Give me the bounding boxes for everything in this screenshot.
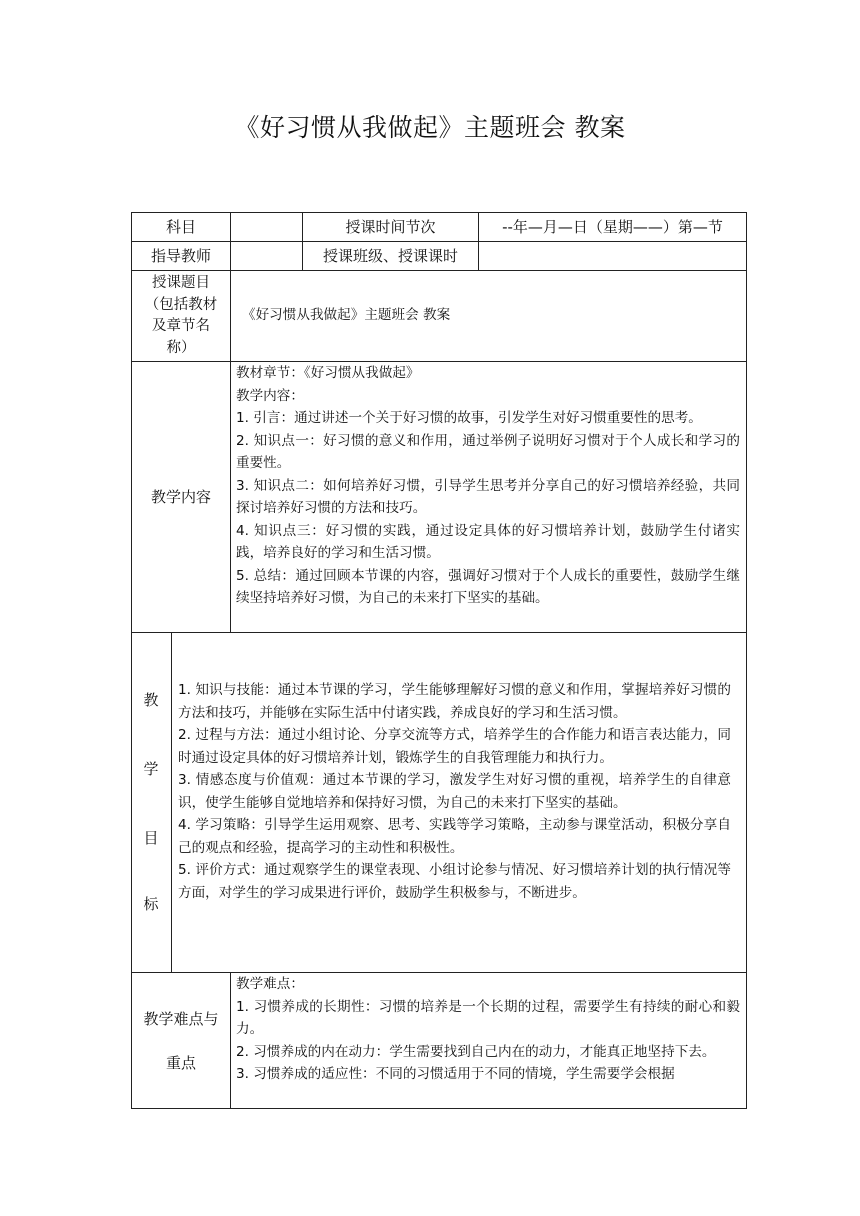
goal-line: 5. 评价方式：通过观察学生的课堂表现、小组讨论参与情况、好习惯培养计划的执行情况等方面，对学生的学习成果进行评价，鼓励学生积极参与，不断进步。 (178, 862, 731, 901)
difficulty-line: 1. 习惯养成的长期性：习惯的培养是一个长期的过程，需要学生有持续的耐心和毅力。 (236, 998, 740, 1037)
content-body (236, 362, 740, 632)
content-line: 4. 知识点三：好习惯的实践，通过设定具体的好习惯培养计划，鼓励学生付诸实践，培养良好的学习和生活习惯。 (236, 522, 740, 561)
goal-line: 1. 知识与技能：通过本节课的学习，学生能够理解好习惯的意义和作用，掌握培养好习惯的方法和技巧，并能够在实际生活中付诸实践，养成良好的学习和生活习惯。 (178, 682, 731, 721)
time-value: --年—月—日（星期——）第—节 (502, 218, 723, 236)
difficulty-label-line1: 教学难点与 (143, 1010, 219, 1028)
goals-body (178, 679, 731, 949)
topic-label: 授课题目 （包括教材 及章节名 称） (144, 275, 218, 356)
difficulty-label-line2: 重点 (165, 1054, 196, 1072)
teacher-label: 指导教师 (150, 247, 211, 265)
difficulty-line: 教学难点： (236, 976, 304, 992)
goal-line: 2. 过程与方法：通过小组讨论、分享交流等方式，培养学生的合作能力和语言表达能力，同时通过设定具体的好习惯培养计划，锻炼学生的自我管理能力和执行力。 (178, 727, 731, 766)
content-line: 1. 引言：通过讲述一个关于好习惯的故事，引发学生对好习惯重要性的思考。 (236, 410, 702, 426)
difficulty-line: 2. 习惯养成的内在动力：学生需要找到自己内在的动力，才能真正地坚持下去。 (236, 1043, 716, 1060)
difficulty-body (236, 973, 740, 1107)
content-line: 3. 知识点二：如何培养好习惯，引导学生思考并分享自己的好习惯培养经验，共同探讨培养好习惯的方法和技巧。 (236, 477, 740, 516)
content-line: 教材章节：《好习惯从我做起》 (236, 365, 420, 381)
subject-value (231, 213, 302, 241)
subject-label: 科目 (165, 218, 196, 236)
difficulty-line: 3. 习惯养成的适应性：不同的习惯适用于不同的情境，学生需要学会根据 (236, 1066, 675, 1082)
class-label: 授课班级、授课课时 (322, 247, 458, 265)
content-line: 2. 知识点一：好习惯的意义和作用，通过举例子说明好习惯对于个人成长和学习的重要性。 (236, 432, 740, 471)
goal-line: 3. 情感态度与价值观：通过本节课的学习，激发学生对好习惯的重视，培养学生的自律意识，使学生能够自觉地培养和保持好习惯，为自己的未来打下坚实的基础。 (178, 772, 731, 811)
goal-line: 4. 学习策略：引导学生运用观察、思考、实践等学习策略，主动参与课堂活动，积极分享自己的观点和经验，提高学习的主动性和积极性。 (178, 817, 731, 856)
page-title: 《好习惯从我做起》主题班会 教案 (234, 113, 626, 142)
topic-value: 《好习惯从我做起》主题班会 教案 (242, 307, 451, 323)
content-line: 教学内容： (236, 387, 304, 404)
content-label: 教学内容 (150, 488, 211, 506)
teacher-value (231, 242, 302, 270)
class-value (479, 242, 746, 270)
content-line: 5. 总结：通过回顾本节课的内容，强调好习惯对于个人成长的重要性，鼓励学生继续坚持培养好习惯，为自己的未来打下坚实的基础。 (236, 567, 740, 606)
time-label: 授课时间节次 (345, 218, 436, 236)
